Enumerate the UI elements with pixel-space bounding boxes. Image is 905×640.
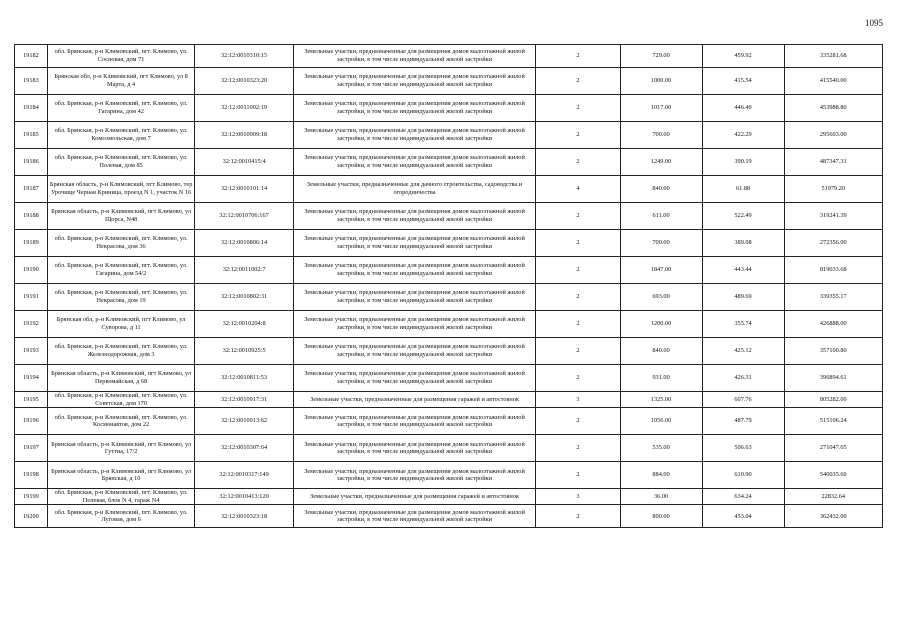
unit-value-cell: 355.74 [702,311,784,338]
row-number-cell: 19182 [15,45,48,68]
table-row [15,392,883,408]
unit-value-cell: 487.79 [702,408,784,435]
table-row [15,408,883,435]
unit-value-cell: 443.44 [702,257,784,284]
row-number-cell: 19185 [15,122,48,149]
page-number: 1095 [865,18,883,28]
address-cell: обл. Брянская, р-н Климовский, пгт. Климово, ул. Некрасова, дом 19 [47,284,195,311]
cadastral-value-table [14,44,883,528]
address-cell: Брянская область, р-н Климовский, пгт Климово, ул Первомайская, д 68 [47,365,195,392]
cadastral-value-cell: 22832.64 [784,489,882,505]
cadastral-number-cell: 32:12:0010913:62 [195,408,293,435]
cadastral-number-cell: 32:12:0010101:14 [195,176,293,203]
cadastral-value-cell: 415540.00 [784,68,882,95]
land-use-cell: Земельные участки, предназначенные для размещения гаражей и автостоянок [293,489,535,505]
address-cell: обл. Брянская, р-н Климовский, пгт. Климово, ул. Комсомольская, дом 7 [47,122,195,149]
land-use-cell: Земельные участки, предназначенные для размещения домов малоэтажной жилой застройки, в том числе индивидуальной жилой застройки [293,149,535,176]
address-cell: обл. Брянская, р-н Климовский, пгт. Климово, ул. Полевая, блок N 4, гараж N4 [47,489,195,505]
row-number-cell: 19193 [15,338,48,365]
area-cell: 840.00 [620,338,702,365]
cadastral-number-cell: 32:12:0010317:149 [195,462,293,489]
cadastral-number-cell: 32:12:0010323:20 [195,68,293,95]
land-use-cell: Земельные участки, предназначенные для размещения домов малоэтажной жилой застройки, в том числе индивидуальной жилой застройки [293,365,535,392]
cadastral-number-cell: 32:12:0010413:120 [195,489,293,505]
row-number-cell: 19183 [15,68,48,95]
row-number-cell: 19188 [15,203,48,230]
cadastral-value-cell: 819033.68 [784,257,882,284]
table-row [15,257,883,284]
area-cell: 611.00 [620,203,702,230]
table-row [15,122,883,149]
unit-value-cell: 607.76 [702,392,784,408]
table-row [15,435,883,462]
unit-value-cell: 489.69 [702,284,784,311]
area-cell: 800.00 [620,505,702,528]
cadastral-number-cell: 32:12:0011002:7 [195,257,293,284]
unit-value-cell: 506.63 [702,435,784,462]
unit-value-cell: 425.12 [702,338,784,365]
table-row [15,505,883,528]
cadastral-value-cell: 272356.00 [784,230,882,257]
land-use-cell: Земельные участки, предназначенные для размещения домов малоэтажной жилой застройки, в том числе индивидуальной жилой застройки [293,45,535,68]
cadastral-number-cell: 32:12:0010204:8 [195,311,293,338]
land-use-cell: Земельные участки, предназначенные для размещения домов малоэтажной жилой застройки, в том числе индивидуальной жилой застройки [293,230,535,257]
cadastral-number-cell: 32:12:0010802:31 [195,284,293,311]
address-cell: обл. Брянская, р-н Климовский, пгт. Климово, ул. Железнодорожная, дом 3 [47,338,195,365]
cadastral-number-cell: 32:12:0011002:19 [195,95,293,122]
group-cell: 2 [536,408,620,435]
cadastral-number-cell: 32:12:0010925:5 [195,338,293,365]
land-use-cell: Земельные участки, предназначенные для размещения домов малоэтажной жилой застройки, в том числе индивидуальной жилой застройки [293,203,535,230]
land-use-cell: Земельные участки, предназначенные для размещения домов малоэтажной жилой застройки, в том числе индивидуальной жилой застройки [293,462,535,489]
address-cell: обл. Брянская, р-н Климовский, пгт. Климово, ул. Полевая, дом 85 [47,149,195,176]
unit-value-cell: 61.88 [702,176,784,203]
group-cell: 3 [536,392,620,408]
cadastral-value-cell: 339355.17 [784,284,882,311]
row-number-cell: 19194 [15,365,48,392]
cadastral-number-cell: 32:12:0010323:18 [195,505,293,528]
area-cell: 1847.00 [620,257,702,284]
cadastral-value-cell: 540035.60 [784,462,882,489]
table-row [15,149,883,176]
group-cell: 2 [536,284,620,311]
table-row [15,311,883,338]
unit-value-cell: 390.19 [702,149,784,176]
area-cell: 1056.00 [620,408,702,435]
unit-value-cell: 422.29 [702,122,784,149]
group-cell: 2 [536,203,620,230]
table-row [15,284,883,311]
group-cell: 2 [536,435,620,462]
cadastral-number-cell: 32:12:0010307:64 [195,435,293,462]
unit-value-cell: 610.90 [702,462,784,489]
land-use-cell: Земельные участки, предназначенные для размещения домов малоэтажной жилой застройки, в том числе индивидуальной жилой застройки [293,505,535,528]
unit-value-cell: 522.49 [702,203,784,230]
cadastral-number-cell: 32:12:0010415:4 [195,149,293,176]
land-use-cell: Земельные участки, предназначенные для размещения домов малоэтажной жилой застройки, в том числе индивидуальной жилой застройки [293,311,535,338]
area-cell: 840.00 [620,176,702,203]
cadastral-value-cell: 515106.24 [784,408,882,435]
address-cell: Брянская обл, р-н Климовский, пгт Климово, ул 8 Марта, д 4 [47,68,195,95]
address-cell: обл. Брянская, р-н Климовский, пгт. Климово, ул. Гагарина, дом 54/2 [47,257,195,284]
area-cell: 1249.00 [620,149,702,176]
cadastral-value-cell: 396894.61 [784,365,882,392]
address-cell: обл. Брянская, р-н Климовский, пгт. Климово, ул. Луговая, дом 6 [47,505,195,528]
unit-value-cell: 426.31 [702,365,784,392]
row-number-cell: 19192 [15,311,48,338]
table-row [15,68,883,95]
area-cell: 1325.00 [620,392,702,408]
area-cell: 1000.00 [620,68,702,95]
row-number-cell: 19191 [15,284,48,311]
area-cell: 884.00 [620,462,702,489]
cadastral-value-cell: 426888.00 [784,311,882,338]
table-row [15,230,883,257]
land-use-cell: Земельные участки, предназначенные для размещения домов малоэтажной жилой застройки, в том числе индивидуальной жилой застройки [293,68,535,95]
unit-value-cell: 453.04 [702,505,784,528]
land-use-cell: Земельные участки, предназначенные для размещения домов малоэтажной жилой застройки, в том числе индивидуальной жилой застройки [293,338,535,365]
address-cell: обл. Брянская, р-н Климовский, пгт. Климово, ул. Гагарина, дом 42 [47,95,195,122]
group-cell: 2 [536,338,620,365]
row-number-cell: 19197 [15,435,48,462]
land-use-cell: Земельные участки, предназначенные для размещения домов малоэтажной жилой застройки, в том числе индивидуальной жилой застройки [293,408,535,435]
table-row [15,462,883,489]
cadastral-number-cell: 32:12:0010909:18 [195,122,293,149]
area-cell: 1200.00 [620,311,702,338]
address-cell: обл. Брянская, р-н Климовский, пгт. Климово, ул. Некрасова, дом 36 [47,230,195,257]
unit-value-cell: 634.24 [702,489,784,505]
address-cell: обл. Брянская, р-н Климовский, пгт. Климово, ул. Советская, дом 170 [47,392,195,408]
group-cell: 2 [536,462,620,489]
unit-value-cell: 459.92 [702,45,784,68]
area-cell: 700.00 [620,122,702,149]
group-cell: 4 [536,176,620,203]
cadastral-value-cell: 453988.80 [784,95,882,122]
area-cell: 1017.00 [620,95,702,122]
group-cell: 2 [536,95,620,122]
table-row [15,489,883,505]
cadastral-value-cell: 319241.39 [784,203,882,230]
address-cell: Брянская область, р-н Климовский, пгт Климово, ул Брянская, д 10 [47,462,195,489]
table-row [15,365,883,392]
row-number-cell: 19199 [15,489,48,505]
cadastral-number-cell: 32:12:0010811:53 [195,365,293,392]
address-cell: Брянская область, р-н Климовский, пгт Климово, тер Урочище Черная Криница, проезд N 1, участок N 16 [47,176,195,203]
address-cell: Брянская область, р-н Климовский, пгт Климово, ул Гуттиа, 17/2 [47,435,195,462]
address-cell: Брянская область, р-н Климовский, пгт Климово, ул Щорса, N48 [47,203,195,230]
cadastral-value-cell: 487347.31 [784,149,882,176]
land-use-cell: Земельные участки, предназначенные для размещения домов малоэтажной жилой застройки, в том числе индивидуальной жилой застройки [293,257,535,284]
unit-value-cell: 446.40 [702,95,784,122]
area-cell: 729.00 [620,45,702,68]
address-cell: Брянская обл, р-н Климовский, пгт Климово, ул Суворова, д 11 [47,311,195,338]
group-cell: 2 [536,230,620,257]
cadastral-number-cell: 32:12:0010310:15 [195,45,293,68]
cadastral-number-cell: 32:12:0010806:14 [195,230,293,257]
cadastral-value-cell: 805282.00 [784,392,882,408]
unit-value-cell: 415.54 [702,68,784,95]
unit-value-cell: 389.08 [702,230,784,257]
area-cell: 693.00 [620,284,702,311]
cadastral-value-cell: 271047.05 [784,435,882,462]
group-cell: 2 [536,68,620,95]
cadastral-number-cell: 32:12:0010917:31 [195,392,293,408]
group-cell: 2 [536,122,620,149]
cadastral-value-cell: 335281.68 [784,45,882,68]
row-number-cell: 19186 [15,149,48,176]
group-cell: 2 [536,257,620,284]
group-cell: 2 [536,505,620,528]
area-cell: 700.00 [620,230,702,257]
table-row [15,176,883,203]
row-number-cell: 19189 [15,230,48,257]
row-number-cell: 19195 [15,392,48,408]
land-use-cell: Земельные участки, предназначенные для дачного строительства, садоводства и огородничества [293,176,535,203]
cadastral-value-cell: 295603.00 [784,122,882,149]
address-cell: обл. Брянская, р-н Климовский, пгт. Климово, ул. Сосновая, дом 71 [47,45,195,68]
area-cell: 931.00 [620,365,702,392]
area-cell: 535.00 [620,435,702,462]
table-row [15,95,883,122]
area-cell: 36.00 [620,489,702,505]
group-cell: 2 [536,45,620,68]
land-use-cell: Земельные участки, предназначенные для размещения домов малоэтажной жилой застройки, в том числе индивидуальной жилой застройки [293,284,535,311]
row-number-cell: 19184 [15,95,48,122]
table-row [15,203,883,230]
cadastral-value-cell: 362432.00 [784,505,882,528]
land-use-cell: Земельные участки, предназначенные для размещения домов малоэтажной жилой застройки, в том числе индивидуальной жилой застройки [293,122,535,149]
row-number-cell: 19187 [15,176,48,203]
address-cell: обл. Брянская, р-н Климовский, пгт. Климово, ул. Космонавтов, дом 22 [47,408,195,435]
row-number-cell: 19196 [15,408,48,435]
table-row [15,338,883,365]
cadastral-value-cell: 357100.80 [784,338,882,365]
cadastral-value-cell: 51979.20 [784,176,882,203]
cadastral-number-cell: 32:12:0010706:167 [195,203,293,230]
row-number-cell: 19198 [15,462,48,489]
row-number-cell: 19190 [15,257,48,284]
table-row [15,45,883,68]
land-use-cell: Земельные участки, предназначенные для размещения домов малоэтажной жилой застройки, в том числе индивидуальной жилой застройки [293,435,535,462]
land-use-cell: Земельные участки, предназначенные для размещения домов малоэтажной жилой застройки, в том числе индивидуальной жилой застройки [293,95,535,122]
group-cell: 2 [536,149,620,176]
group-cell: 2 [536,311,620,338]
row-number-cell: 19200 [15,505,48,528]
group-cell: 2 [536,365,620,392]
land-use-cell: Земельные участки, предназначенные для размещения гаражей и автостоянок [293,392,535,408]
group-cell: 3 [536,489,620,505]
